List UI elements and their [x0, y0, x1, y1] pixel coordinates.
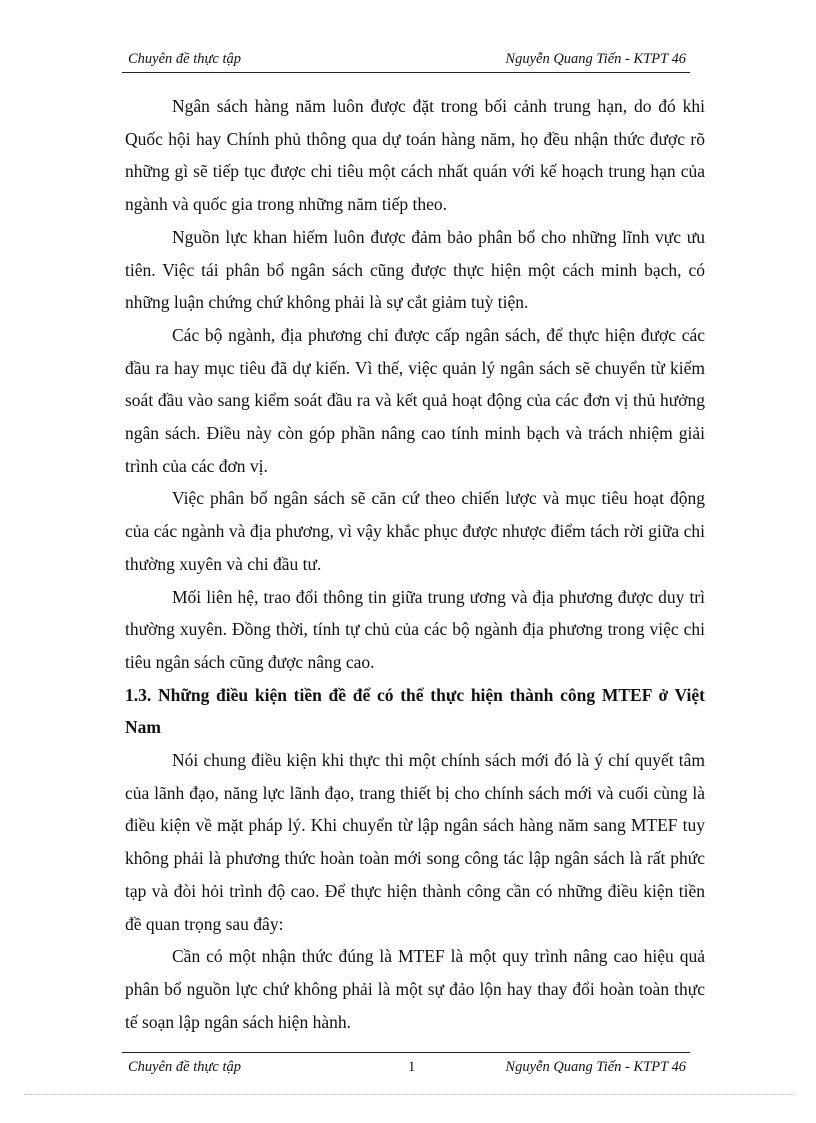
header-author: Nguyễn Quang Tiến - KTPT 46 — [505, 51, 686, 67]
page-edge-divider — [24, 1094, 794, 1095]
page-number: 1 — [408, 1059, 416, 1075]
paragraph: Nguồn lực khan hiếm luôn được đảm bảo phân bổ cho những lĩnh vực ưu tiên. Việc tái phân bổ ngân sách cũng được thực hiện một cách minh bạch, có những luận chứng chứ không phải là sự cắt giảm tuỳ tiện. — [125, 226, 705, 313]
page-body — [125, 90, 705, 1038]
paragraph: Ngân sách hàng năm luôn được đặt trong bối cảnh trung hạn, do đó khi Quốc hội hay Chính phủ thông qua dự toán hàng năm, họ đều nhận thức được rõ những gì sẽ tiếp tục được chi tiêu một cách nhất quán với kế hoạch trung hạn của ngành và quốc gia trong những năm tiếp theo. — [125, 96, 705, 215]
page-header — [122, 50, 690, 73]
footer-author: Nguyễn Quang Tiến - KTPT 46 — [505, 1059, 686, 1075]
page-footer — [122, 1052, 690, 1077]
paragraph: Nói chung điều kiện khi thực thi một chính sách mới đó là ý chí quyết tâm của lãnh đạo, năng lực lãnh đạo, trang thiết bị cho chính sách mới và cuối cùng là điều kiện về mặt pháp lý. Khi chuyển từ lập ngân sách hàng năm sang MTEF tuy không phải là phương thức hoàn toàn mới song công tác lập ngân sách là rất phức tạp và đòi hỏi trình độ cao. Để thực hiện thành công cần có những điều kiện tiền đề quan trọng sau đây: — [125, 750, 705, 934]
paragraph: Mối liên hệ, trao đổi thông tin giữa trung ương và địa phương được duy trì thường xuyên. Đồng thời, tính tự chủ của các bộ ngành địa phương trong việc chi tiêu ngân sách cũng được nâng cao. — [125, 586, 705, 672]
paragraph: Các bộ ngành, địa phương chỉ được cấp ngân sách, để thực hiện được các đầu ra hay mục tiêu đã dự kiến. Vì thế, việc quản lý ngân sách sẽ chuyển từ kiểm soát đầu vào sang kiểm soát đầu ra và kết quả hoạt động của các đơn vị thủ hưởng ngân sách. Điều này còn góp phần nâng cao tính minh bạch và trách nhiệm giải trình của các đơn vị. — [125, 324, 705, 476]
header-document-type: Chuyên đề thực tập — [128, 51, 242, 67]
footer-document-type: Chuyên đề thực tập — [128, 1059, 242, 1075]
paragraph: Việc phân bổ ngân sách sẽ căn cứ theo chiến lược và mục tiêu hoạt động của các ngành và địa phương, vì vậy khắc phục được nhược điểm tách rời giữa chi thường xuyên và chi đầu tư. — [125, 488, 705, 574]
paragraph: Cần có một nhận thức đúng là MTEF là một quy trình nâng cao hiệu quả phân bổ nguồn lực chứ không phải là một sự đảo lộn hay thay đổi hoàn toàn thực tế soạn lập ngân sách hiện hành. — [125, 946, 705, 1032]
section-heading: 1.3. Những điều kiện tiền đề để có thể thực hiện thành công MTEF ở Việt Nam — [125, 684, 705, 738]
